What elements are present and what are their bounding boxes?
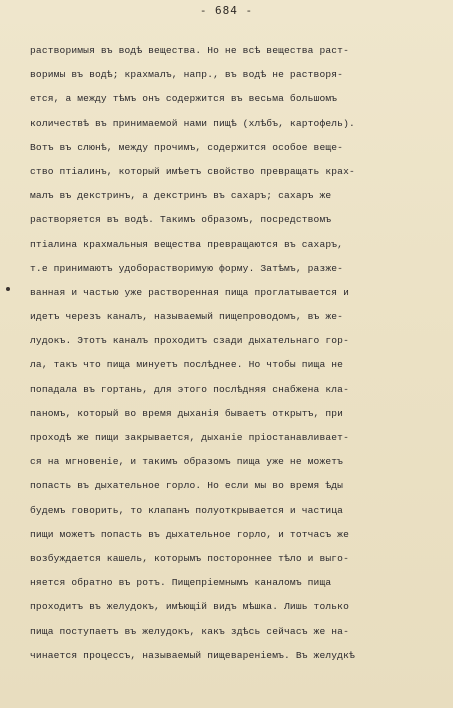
text-line: растворяется въ водѣ. Такимъ образомъ, посредствомъ (30, 214, 332, 226)
text-line: количествѣ въ принимаемой нами пищѣ (хлѣбъ, картофель). (30, 117, 355, 129)
text-line: попадала въ гортань, для этого послѣдняя снабжена кла- (30, 383, 349, 395)
text-line: будемъ говорить, то клапанъ полуоткрывается и частица (30, 504, 344, 516)
text-line: т.е принимаютъ удоборастворимую форму. Затѣмъ, разже- (30, 262, 344, 274)
text-line: лудокъ. Этотъ каналъ проходитъ сзади дыхательнаго гор- (30, 335, 349, 347)
text-body (30, 39, 448, 668)
text-line: ванная и частью уже растворенная пища проглатывается и (30, 286, 349, 298)
text-line: растворимыя въ водѣ вещества. Но не всѣ вещества раст- (30, 45, 349, 56)
text-line: ся на мгновеніе, и такимъ образомъ пища уже не можетъ (30, 456, 344, 468)
text-line: ется, а между тѣмъ онъ содержится въ весьма большомъ (30, 93, 338, 105)
text-line: воримы въ водѣ; крахмалъ, напр., въ водѣ не растворя- (30, 69, 344, 81)
text-line: няется обратно въ ротъ. Пищепріемнымъ каналомъ пища (30, 577, 332, 589)
text-line: ство птіалинъ, который имѣетъ свойство превращать крах- (30, 165, 355, 177)
text-line: проходѣ же пищи закрывается, дыханіе пріостанавливает- (30, 432, 349, 443)
text-line: пища поступаетъ въ желудокъ, какъ здѣсь сейчасъ же на- (30, 625, 349, 637)
margin-mark (6, 287, 10, 291)
text-line: птіалина крахмальныя вещества превращаются въ сахаръ, (30, 238, 344, 250)
text-line: пищи можетъ попасть въ дыхательное горло, и тотчасъ же (30, 528, 349, 540)
text-line: проходитъ въ желудокъ, имѣющій видъ мѣшка. Лишь только (30, 601, 349, 613)
text-line: ла, такъ что пища минуетъ послѣднее. Но чтобы пища не (30, 359, 344, 371)
text-line: Вотъ въ слюнѣ, между прочимъ, содержится особое веще- (30, 141, 344, 153)
text-line: чинается процессъ, называемый пищевареніемъ. Въ желудкѣ (30, 649, 355, 661)
text-line: паномъ, который во время дыханія бываетъ открытъ, при (30, 407, 344, 419)
text-line: малъ въ декстринъ, а декстринъ въ сахаръ; сахаръ же (30, 190, 332, 202)
text-line: попасть въ дыхательное горло. Но если мы во время ѣды (30, 480, 344, 492)
page-number: - 684 - (199, 4, 254, 17)
text-line: возбуждается кашель, которымъ постороннее тѣло и выго- (30, 552, 349, 564)
text-line: идетъ черезъ каналъ, называемый пищепроводомъ, въ же- (30, 311, 344, 323)
